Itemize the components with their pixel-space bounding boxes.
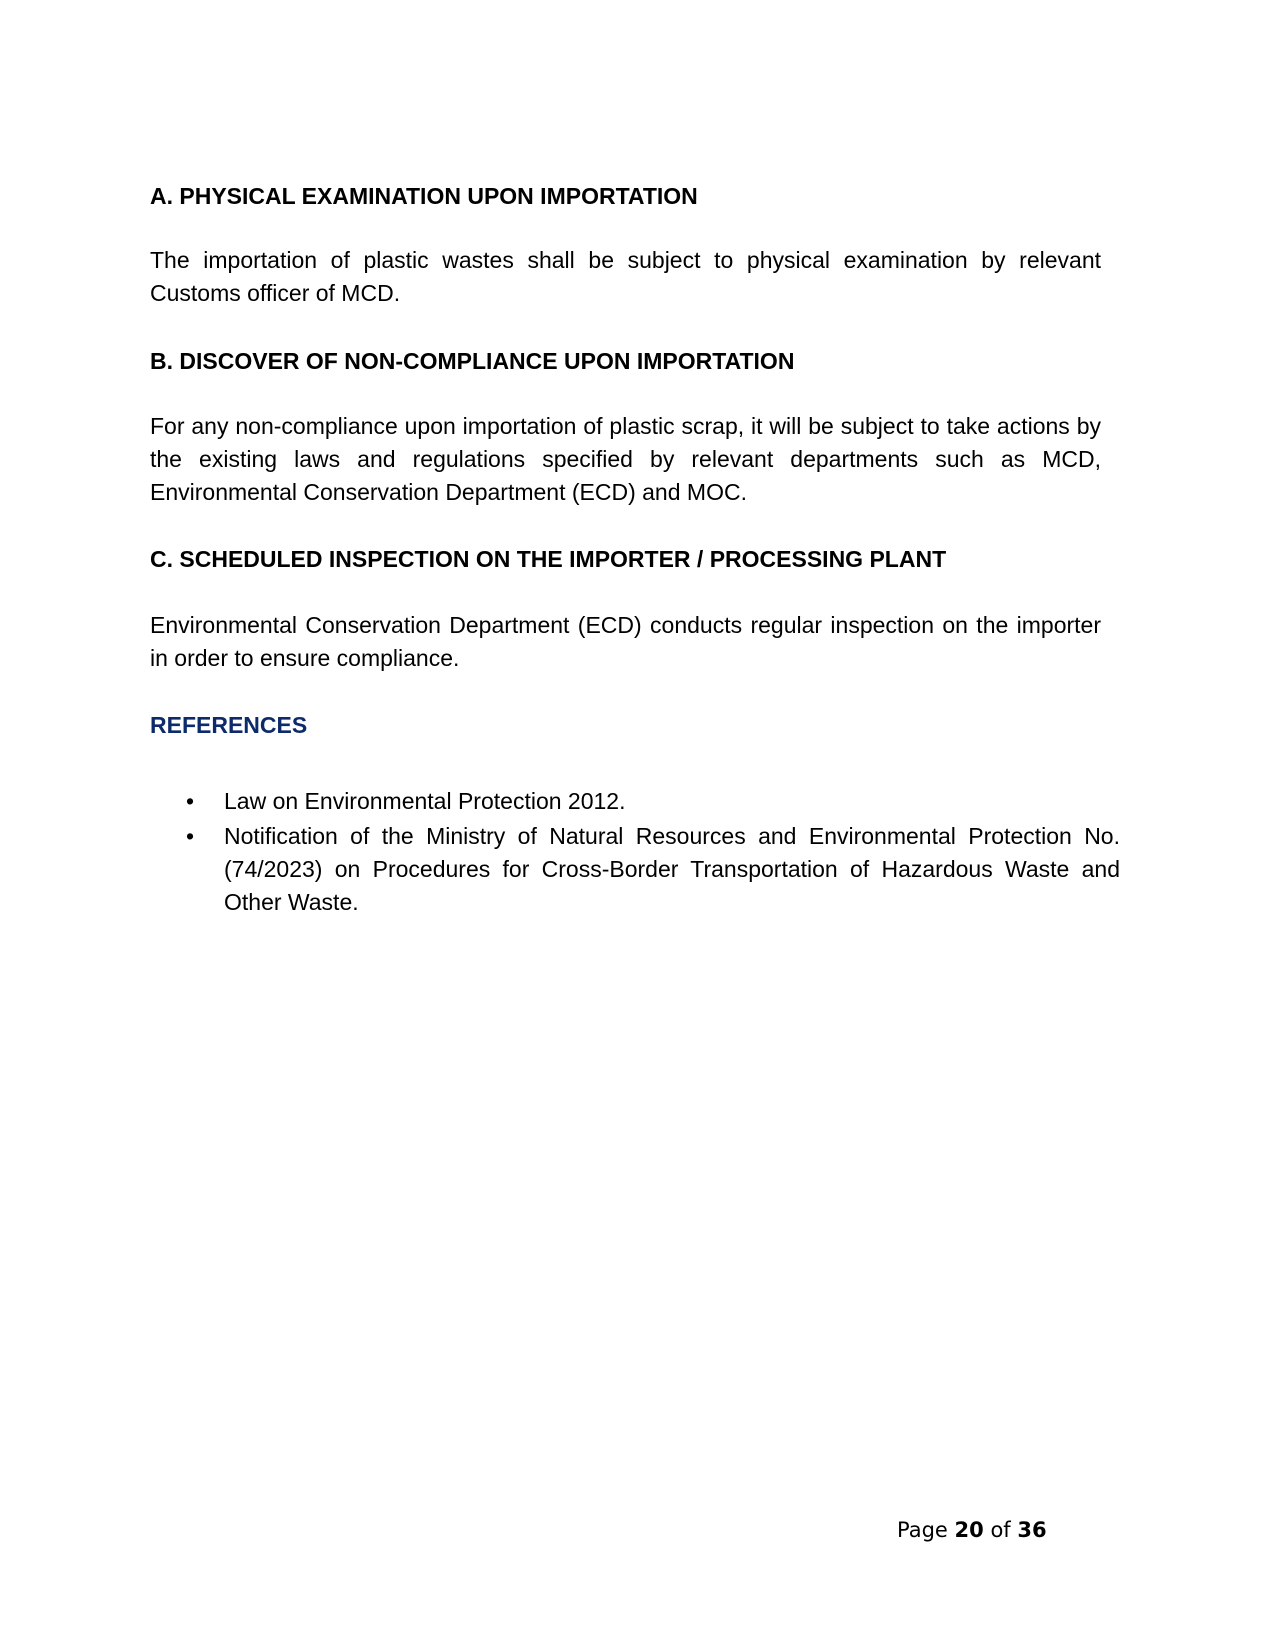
page-number-footer (897, 1515, 1047, 1545)
reference-item (150, 820, 1120, 919)
section-b-body: For any non-compliance upon importation of plastic scrap, it will be subject to take actions by the existing laws and regulations specified by relevant departments such as MCD, Environmental Conservation Department (ECD) and MOC. (150, 413, 1101, 505)
reference-text: Law on Environmental Protection 2012. (224, 788, 626, 814)
reference-item (150, 785, 1120, 818)
total-pages-number: 36 (1017, 1518, 1047, 1542)
bullet-icon: • (186, 823, 195, 849)
of-label: of (990, 1518, 1011, 1542)
reference-text: Notification of the Ministry of Natural Resources and Environmental Protection No. (74/2023) on Procedures for Cross-Border Transportation of Hazardous Waste and Other Waste. (224, 823, 1120, 915)
current-page-number: 20 (954, 1518, 984, 1542)
page-label: Page (897, 1518, 948, 1542)
references-list (150, 785, 1120, 921)
bullet-icon: • (186, 788, 195, 814)
section-b-heading: B. DISCOVER OF NON-COMPLIANCE UPON IMPORTATION (150, 348, 795, 374)
section-a-body: The importation of plastic wastes shall be subject to physical examination by relevant Customs officer of MCD. (150, 247, 1101, 306)
section-a-heading: A. PHYSICAL EXAMINATION UPON IMPORTATION (150, 183, 698, 209)
section-c-heading: C. SCHEDULED INSPECTION ON THE IMPORTER / PROCESSING PLANT (150, 546, 947, 572)
section-c-body: Environmental Conservation Department (ECD) conducts regular inspection on the importer in order to ensure compliance. (150, 612, 1101, 671)
references-heading: REFERENCES (150, 712, 308, 738)
